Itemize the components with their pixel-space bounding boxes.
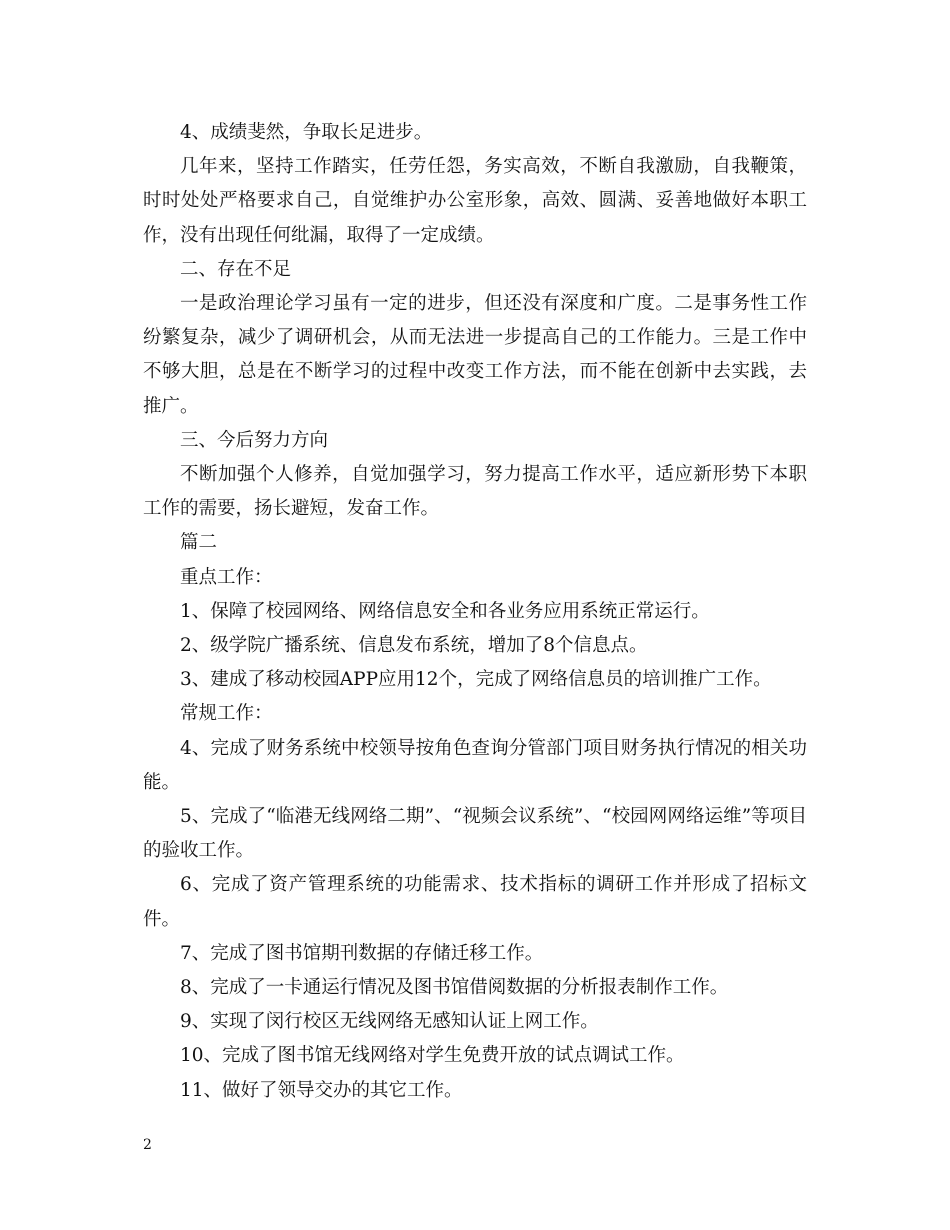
section-heading-shortcomings: 二、存在不足 [180,258,292,280]
key-work-item: 1、保障了校园网络、网络信息安全和各业务应用系统正常运行。 [180,600,710,622]
key-work-item: 2、级学院广播系统、信息发布系统，增加了8个信息点。 [180,635,648,657]
page-number: 2 [143,1137,152,1153]
future-direction-paragraph: 不断加强个人修养，自觉加强学习，努力提高工作水平，适应新形势下本职工作的需要，扬长避短，发奋工作。 [143,464,807,520]
routine-work-item: 5、完成了“临港无线网络二期”、“视频会议系统”、“校园网网络运维”等项目的验收工作。 [143,806,807,862]
routine-work-item: 7、完成了图书馆期刊数据的存储迁移工作。 [180,942,544,964]
key-work-heading: 重点工作： [180,566,273,588]
document-body [143,116,807,1108]
routine-work-heading: 常规工作： [180,703,273,725]
routine-work-item: 8、完成了一卡通运行情况及图书馆借阅数据的分析报表制作工作。 [180,977,729,999]
section-item-4-heading: 4、成绩斐然，争取长足进步。 [180,122,433,143]
key-work-item: 3、建成了移动校园APP应用12个，完成了网络信息员的培训推广工作。 [180,669,772,691]
routine-work-item: 11、做好了领导交办的其它工作。 [180,1079,463,1101]
achievement-paragraph: 几年来，坚持工作踏实，任劳任怨，务实高效，不断自我激励，自我鞭策，时时处处严格要求自己，自觉维护办公室形象，高效、圆满、妥善地做好本职工作，没有出现任何纰漏，取得了一定成绩。 [143,156,807,246]
shortcomings-paragraph: 一是政治理论学习虽有一定的进步，但还没有深度和广度。二是事务性工作纷繁复杂，减少了调研机会，从而无法进一步提高自己的工作能力。三是工作中不够大胆，总是在不断学习的过程中改变工作方法，而不能在创新中去实践，去推广。 [143,293,807,417]
routine-work-item: 10、完成了图书馆无线网络对学生免费开放的试点调试工作。 [180,1045,685,1067]
section-heading-future-direction: 三、今后努力方向 [180,429,329,451]
routine-work-item: 6、完成了资产管理系统的功能需求、技术指标的调研工作并形成了招标文件。 [143,874,807,930]
routine-work-item: 9、实现了闵行校区无线网络无感知认证上网工作。 [180,1011,599,1033]
routine-work-item: 4、完成了财务系统中校领导按角色查询分管部门项目财务执行情况的相关功能。 [143,737,807,793]
part-two-heading: 篇二 [180,532,218,554]
